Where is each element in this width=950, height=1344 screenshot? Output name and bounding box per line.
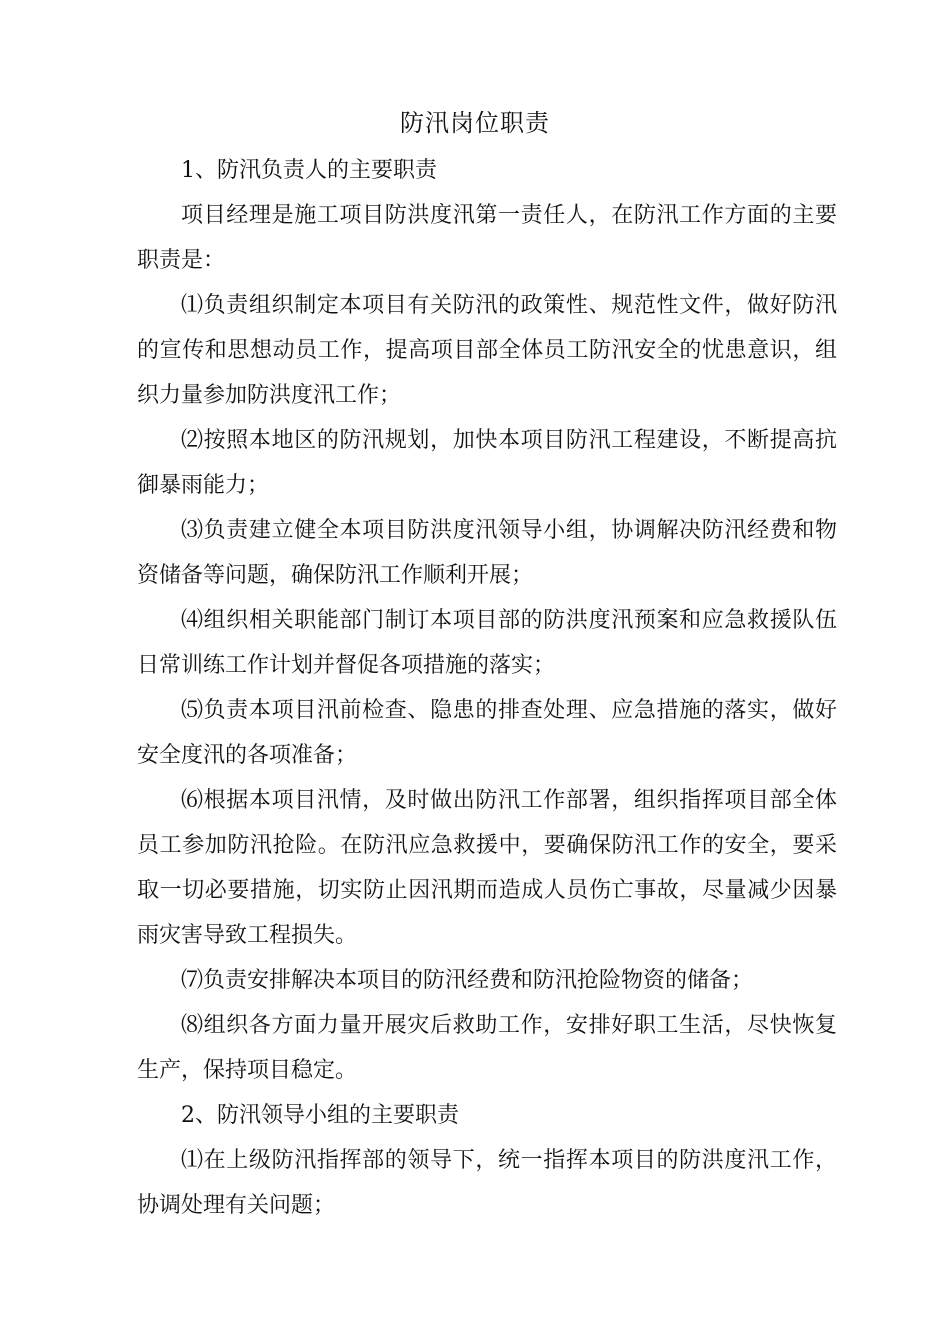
duty-item-2: ⑵按照本地区的防汛规划，加快本项目防汛工程建设，不断提高抗御暴雨能力； bbox=[137, 428, 837, 498]
duty-item-4: ⑷组织相关职能部门制订本项目部的防洪度汛预案和应急救援队伍日常训练工作计划并督促各项措施的落实； bbox=[137, 608, 837, 678]
duty-item-7: ⑺负责安排解决本项目的防汛经费和防汛抢险物资的储备； bbox=[181, 968, 754, 993]
document-title: 防汛岗位职责 bbox=[400, 109, 550, 137]
document-body bbox=[137, 148, 837, 1228]
duty-item-6: ⑹根据本项目汛情，及时做出防汛工作部署，组织指挥项目部全体员工参加防汛抢险。在防汛应急救援中，要确保防汛工作的安全，要采取一切必要措施，切实防止因汛期而造成人员伤亡事故，尽量减少因暴雨灾害导致工程损失。 bbox=[137, 788, 837, 948]
duty-item-8: ⑻组织各方面力量开展灾后救助工作，安排好职工生活，尽快恢复生产，保持项目稳定。 bbox=[137, 1013, 837, 1083]
group-duty-item-1: ⑴在上级防汛指挥部的领导下，统一指挥本项目的防洪度汛工作，协调处理有关问题； bbox=[137, 1148, 837, 1218]
section-heading-1: 1、防汛负责人的主要职责 bbox=[181, 158, 437, 183]
duty-item-1: ⑴负责组织制定本项目有关防汛的政策性、规范性文件，做好防汛的宣传和思想动员工作，提高项目部全体员工防汛安全的忧患意识，组织力量参加防洪度汛工作； bbox=[137, 293, 837, 408]
duty-item-5: ⑸负责本项目汛前检查、隐患的排查处理、应急措施的落实，做好安全度汛的各项准备； bbox=[137, 698, 837, 768]
section-heading-2: 2、防汛领导小组的主要职责 bbox=[181, 1103, 459, 1128]
duty-item-3: ⑶负责建立健全本项目防洪度汛领导小组，协调解决防汛经费和物资储备等问题，确保防汛工作顺利开展； bbox=[137, 518, 837, 588]
intro-paragraph: 项目经理是施工项目防洪度汛第一责任人，在防汛工作方面的主要职责是： bbox=[137, 203, 837, 273]
